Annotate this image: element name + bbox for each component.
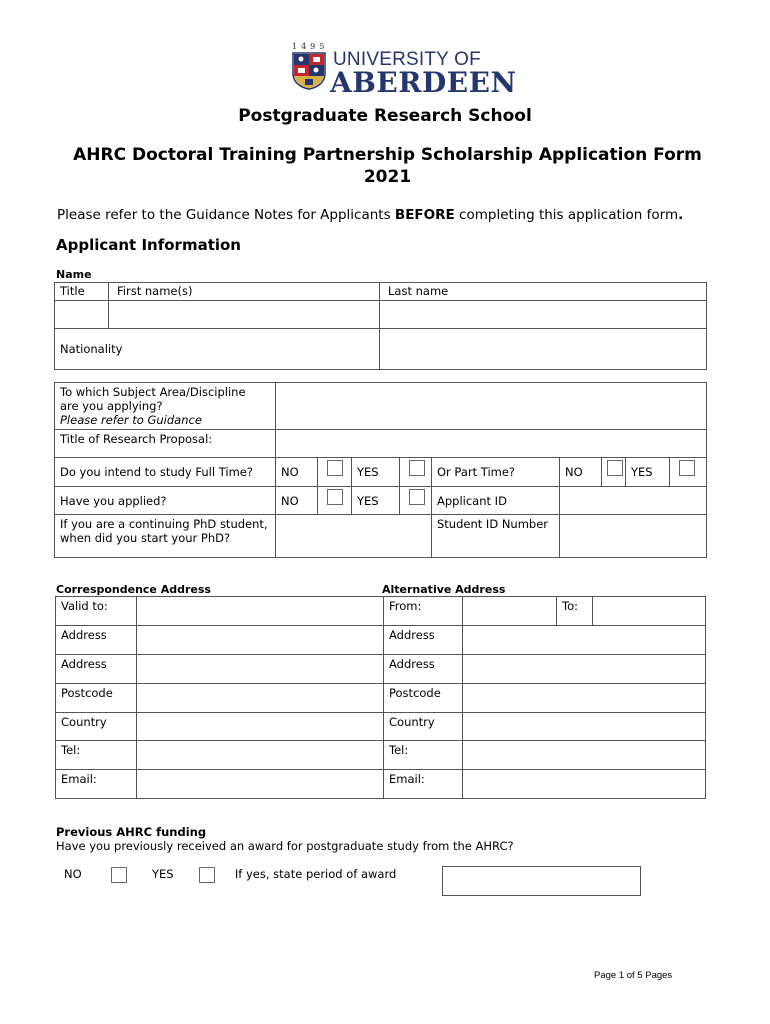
subject-area-field[interactable] [276,383,707,430]
to-field[interactable] [593,597,706,626]
subject-line2: are you applying? [60,399,163,413]
alt-tel-field[interactable] [463,741,706,770]
alt-address-2-field[interactable] [463,655,706,684]
alt-tel-label: Tel: [384,741,463,770]
form-title: AHRC Doctoral Training Partnership Scholarship Application Form 2021 [73,145,702,187]
email-field[interactable] [137,770,384,799]
phd-start-field[interactable] [276,515,432,558]
instruction-end: . [678,207,684,223]
alt-country-label: Country [384,713,463,741]
from-label: From: [384,597,463,626]
logo-university-of: UNIVERSITY OF [333,49,481,70]
previous-yes-checkbox[interactable] [199,867,215,883]
address-1-label: Address [56,626,137,655]
previous-yes-label: YES [151,867,174,881]
award-period-label: If yes, state period of award [234,867,397,881]
parttime-yes-label: YES [626,458,670,487]
postcode-field[interactable] [137,684,384,713]
email-label: Email: [56,770,137,799]
fulltime-no-checkbox[interactable] [327,460,343,476]
first-name-column-header: First name(s) [109,283,380,301]
parttime-no-label: NO [560,458,602,487]
fulltime-yes-cell [400,458,432,487]
correspondence-heading: Correspondence Address [56,583,211,596]
last-name-column-header: Last name [380,283,707,301]
logo-aberdeen: ABERDEEN [330,66,517,99]
previous-no-checkbox[interactable] [111,867,127,883]
continuing-line1: If you are a continuing PhD student, [60,517,268,531]
applied-yes-cell [400,487,432,515]
student-id-field[interactable] [560,515,707,558]
parttime-question: Or Part Time? [432,458,560,487]
first-name-field[interactable] [109,301,380,329]
applied-no-checkbox[interactable] [327,489,343,505]
alt-email-field[interactable] [463,770,706,799]
alt-address-2-label: Address [384,655,463,684]
address-1-field[interactable] [137,626,384,655]
previous-funding-options [64,867,396,883]
logo-year: 1495 [292,42,329,51]
valid-to-field[interactable] [137,597,384,626]
applied-question: Have you applied? [55,487,276,515]
continuing-line2: when did you start your PhD? [60,531,231,545]
fulltime-yes-checkbox[interactable] [409,460,425,476]
alt-postcode-label: Postcode [384,684,463,713]
from-field[interactable] [463,597,557,626]
subject-area-label [55,383,276,430]
parttime-no-cell [602,458,626,487]
parttime-no-checkbox[interactable] [607,460,623,476]
fulltime-no-label: NO [276,458,318,487]
applicant-id-label: Applicant ID [432,487,560,515]
instruction-text [57,207,683,223]
postcode-label: Postcode [56,684,137,713]
previous-funding-question: Have you previously received an award for postgraduate study from the AHRC? [56,839,514,853]
name-label: Name [56,268,92,281]
alt-email-label: Email: [384,770,463,799]
applicant-id-field[interactable] [560,487,707,515]
applied-no-label: NO [276,487,318,515]
to-label: To: [557,597,593,626]
tel-label: Tel: [56,741,137,770]
subject-note: Please refer to Guidance [60,413,202,427]
last-name-field[interactable] [380,301,707,329]
alt-postcode-field[interactable] [463,684,706,713]
applied-yes-label: YES [352,487,400,515]
previous-funding-heading: Previous AHRC funding [56,825,207,839]
parttime-yes-checkbox[interactable] [679,460,695,476]
student-id-label: Student ID Number [432,515,560,558]
instruction-before: Please refer to the Guidance Notes for Applicants [57,207,395,223]
proposal-field[interactable] [276,430,707,458]
previous-no-label: NO [64,867,82,881]
fulltime-yes-label: YES [352,458,400,487]
applied-yes-checkbox[interactable] [409,489,425,505]
nationality-field[interactable] [380,329,707,370]
alternative-heading: Alternative Address [382,583,506,596]
title-field[interactable] [55,301,109,329]
nationality-label: Nationality [55,329,380,370]
tel-field[interactable] [137,741,384,770]
valid-to-label: Valid to: [56,597,137,626]
fulltime-no-cell [318,458,352,487]
applied-no-cell [318,487,352,515]
fulltime-question: Do you intend to study Full Time? [55,458,276,487]
instruction-after: completing this application form [454,207,679,223]
title-column-header: Title [55,283,109,301]
address-2-field[interactable] [137,655,384,684]
subject-line1: To which Subject Area/Discipline [60,385,246,399]
alt-address-1-label: Address [384,626,463,655]
parttime-yes-cell [670,458,707,487]
alt-address-1-field[interactable] [463,626,706,655]
page-number: Page 1 of 5 Pages [594,970,673,981]
address-table [55,596,706,799]
alt-country-field[interactable] [463,713,706,741]
proposal-label: Title of Research Proposal: [55,430,276,458]
university-crest-icon [292,52,326,90]
applicant-heading: Applicant Information [56,236,241,254]
award-period-field[interactable] [442,866,641,896]
country-label: Country [56,713,137,741]
instruction-emphasis: BEFORE [394,207,455,223]
continuing-question [55,515,276,558]
study-table [54,382,707,558]
address-2-label: Address [56,655,137,684]
school-title: Postgraduate Research School [238,106,532,126]
name-table [54,282,707,370]
country-field[interactable] [137,713,384,741]
